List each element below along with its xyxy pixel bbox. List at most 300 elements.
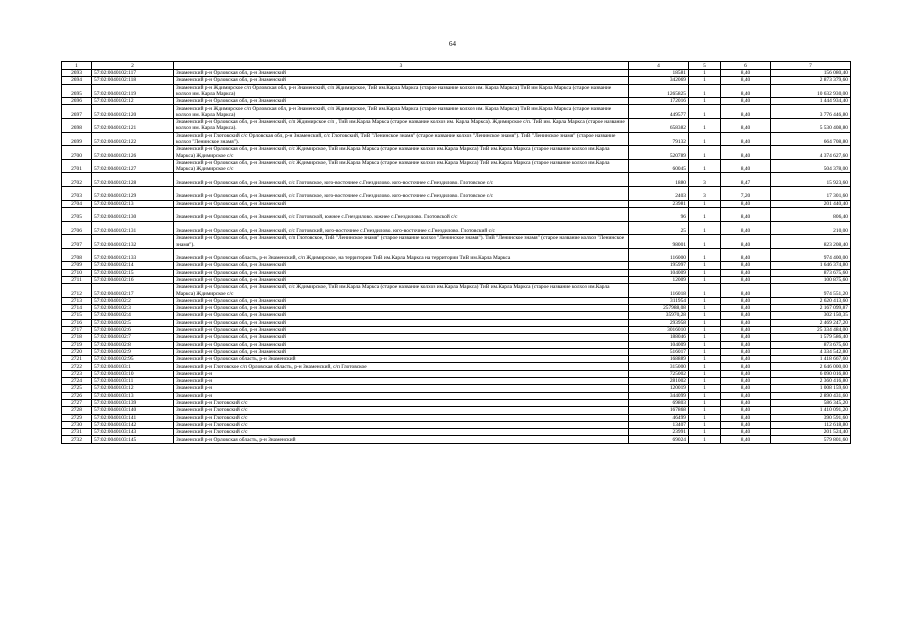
cell-address: Знаменский р-н Глотовский с/с [174,414,629,421]
cell-category: 1 [689,77,721,84]
cell-area: 2403 [629,187,689,201]
cell-area: 18581 [629,70,689,77]
cell-cadastral-number: 57:02:0040102:118 [92,77,174,84]
cell-address: Знаменский р-н Орловская обл, р-н Знаменский [174,305,629,312]
cell-cadastral-number: 57:02:0040103:141 [92,414,174,421]
cell-category: 1 [689,399,721,406]
cell-rate: 8,40 [721,105,771,119]
cell-value: 586 345,20 [771,399,851,406]
cell-rate: 8,40 [721,363,771,370]
cell-address: Знаменский р-н Глотовский с/с [174,399,629,406]
cell-rate: 8,40 [721,146,771,160]
cell-area: 69803 [629,399,689,406]
table-row [62,207,851,221]
table-row [62,200,851,207]
cell-area: 257988,08 [629,305,689,312]
cell-area: 23981 [629,200,689,207]
cell-row-number: 2699 [62,132,92,146]
table-row [62,370,851,377]
cell-address: Знаменский р-н Орловская обл, р-н Знаменский, с/с Глотовское, юго-восточнее с.Гнездилово. юго-восточнее с.Гнездилово. Глотовское с/с [174,173,629,187]
cell-rate: 8,40 [721,421,771,428]
cell-value: 210,00 [771,221,851,235]
cell-area: 516017 [629,348,689,355]
cell-row-number: 2708 [62,248,92,262]
cell-value: 25 334 484,00 [771,326,851,333]
cell-row-number: 2696 [62,98,92,105]
cell-category: 1 [689,421,721,428]
cell-address: Знаменский р-н Орловская обл, р-н Знаменский, с/п Ждимирское с/п , ТиВ им.Карла Маркса (старое название колхоз им. Карла Маркса). Ждимирское с/п. ТиВ им. Карла Маркса (старое название колхоз им. Карла Маркса). [174,119,629,133]
cell-cadastral-number: 57:02:0040102:16 [92,276,174,283]
cell-cadastral-number: 57:02:0040102:132 [92,235,174,249]
table-row [62,297,851,304]
cell-category: 1 [689,341,721,348]
cell-address: Знаменский р-н Орловская обл, р-н Знаменский, с/с Глотовской, южнее с.Гнездилово. южнее с.Гнездилово. Глотовской с/с [174,207,629,221]
cadastral-table [61,61,851,444]
page-number: 64 [449,40,456,48]
table-row [62,248,851,262]
cell-area: 188046 [629,334,689,341]
cell-cadastral-number: 57:02:0040102:122 [92,132,174,146]
cell-cadastral-number: 57:02:0040103:140 [92,407,174,414]
cell-rate: 8,40 [721,312,771,319]
cell-rate: 8,40 [721,276,771,283]
header-col-1: 1 [62,62,92,70]
cell-category: 1 [689,297,721,304]
cell-row-number: 2711 [62,276,92,283]
cell-cadastral-number: 57:02:0040103:1 [92,363,174,370]
cell-address: Знаменский р-н Глотовский с/с [174,421,629,428]
cell-address: Знаменский р-н Орловская обл, р-н Знаменский, с/с Глотовский, юго-восточнее с.Гнездилово. юго-восточнее с.Гнездилово. Глотовский с/с [174,221,629,235]
cell-row-number: 2718 [62,334,92,341]
table-row [62,146,851,160]
table-row [62,319,851,326]
cell-row-number: 2725 [62,385,92,392]
cell-rate: 8,40 [721,334,771,341]
table-row [62,98,851,105]
cell-rate: 8,40 [721,319,771,326]
cell-cadastral-number: 57:02:0040102:14 [92,262,174,269]
cell-cadastral-number: 57:02:0040102:8 [92,341,174,348]
cell-cadastral-number: 57:02:0040102:119 [92,84,174,98]
cell-category: 1 [689,84,721,98]
cell-cadastral-number: 57:02:0040102:133 [92,248,174,262]
cell-rate: 8,40 [721,119,771,133]
cell-row-number: 2723 [62,370,92,377]
header-col-6: 6 [721,62,771,70]
cell-address: Знаменский р-н Орловская область, р-н Знаменский [174,356,629,363]
cell-cadastral-number: 57:02:0040102:5 [92,319,174,326]
cell-rate: 8,40 [721,341,771,348]
cell-row-number: 2701 [62,159,92,173]
table-row [62,378,851,385]
cell-row-number: 2698 [62,119,92,133]
cell-cadastral-number: 57:02:0040102:3 [92,305,174,312]
cell-row-number: 2732 [62,436,92,443]
cell-category: 1 [689,305,721,312]
cell-rate: 8,40 [721,436,771,443]
cell-cadastral-number: 57:02:0040102:130 [92,207,174,221]
cell-category: 1 [689,221,721,235]
cell-row-number: 2722 [62,363,92,370]
table-row [62,276,851,283]
cell-cadastral-number: 57:02:0040102:15 [92,269,174,276]
cell-address: Знаменский р-н Орловская обл, р-н Знаменский, с/с Глотовское, юго-восточнее с.Гнездилово. юго-восточнее с.Гнездилово. Глотовское с/с [174,187,629,201]
cell-value: 1 008 159,60 [771,385,851,392]
cell-row-number: 2726 [62,392,92,399]
cell-area: 520789 [629,146,689,160]
cell-row-number: 2714 [62,305,92,312]
cell-category: 1 [689,262,721,269]
cell-category: 1 [689,334,721,341]
cell-area: 1880 [629,173,689,187]
header-row [62,62,851,70]
cell-cadastral-number: 57:02:0040102:120 [92,105,174,119]
header-col-3: 3 [174,62,629,70]
cell-row-number: 2703 [62,187,92,201]
cell-rate: 8,40 [721,159,771,173]
table-row [62,326,851,333]
cell-cadastral-number: 57:02:0040102:2 [92,297,174,304]
cell-cadastral-number: 57:02:0040103:12 [92,385,174,392]
cell-address: Знаменский р-н Орловская обл, р-н Знаменский, с/с Ждимирское, ТиВ им.Карла Маркса (старое название колхоз им.Карла Маркса) ТиВ им.Карла Маркса (старое название колхоз им.Карла Маркса) Ждимирское с/с [174,284,629,298]
cell-value: 1 418 667,60 [771,356,851,363]
cell-value: 201 524,40 [771,429,851,436]
cell-value: 504 378,00 [771,159,851,173]
cell-area: 116000 [629,248,689,262]
cell-rate: 8,40 [721,297,771,304]
cell-area: 449577 [629,105,689,119]
cell-row-number: 2709 [62,262,92,269]
cell-area: 315000 [629,363,689,370]
cell-rate: 8,40 [721,84,771,98]
cell-rate: 8,40 [721,348,771,355]
cell-row-number: 2712 [62,284,92,298]
cell-area: 168889 [629,356,689,363]
table-row [62,269,851,276]
cell-category: 1 [689,269,721,276]
cell-row-number: 2710 [62,269,92,276]
cell-rate: 8,40 [721,98,771,105]
cell-cadastral-number: 57:02:0040102:13 [92,200,174,207]
cell-value: 10 632 930,00 [771,84,851,98]
cell-rate: 8,40 [721,392,771,399]
cell-value: 2 873 379,60 [771,77,851,84]
cell-rate: 8,40 [721,262,771,269]
cell-area: 98001 [629,235,689,249]
table-row [62,235,851,249]
header-col-5: 5 [689,62,721,70]
cell-value: 302 150,35 [771,312,851,319]
table-row [62,312,851,319]
cell-area: 311954 [629,297,689,304]
cell-area: 60045 [629,159,689,173]
cell-value: 806,40 [771,207,851,221]
cell-address: Знаменский р-н Орловская обл, р-н Знаменский [174,341,629,348]
cell-value: 100 875,60 [771,276,851,283]
table-row [62,132,851,146]
cell-value: 112 618,80 [771,421,851,428]
table-row [62,334,851,341]
table-row [62,159,851,173]
cell-value: 2 360 416,80 [771,378,851,385]
table-row [62,436,851,443]
cell-category: 1 [689,159,721,173]
cell-cadastral-number: 57:02:0040103:11 [92,378,174,385]
cell-row-number: 2715 [62,312,92,319]
cell-row-number: 2694 [62,77,92,84]
cell-address: Знаменский р-н Орловская обл, р-н Знаменский [174,297,629,304]
cell-category: 1 [689,207,721,221]
cell-row-number: 2729 [62,414,92,421]
cell-rate: 8,40 [721,385,771,392]
cell-value: 17 301,60 [771,187,851,201]
cell-address: Знаменский р-н [174,392,629,399]
cell-area: 658382 [629,119,689,133]
cell-row-number: 2704 [62,200,92,207]
cell-row-number: 2705 [62,207,92,221]
table-row [62,305,851,312]
cell-address: Знаменский р-н Глотовский с/с [174,429,629,436]
table-row [62,84,851,98]
cell-row-number: 2716 [62,319,92,326]
table-row [62,77,851,84]
cell-rate: 8,40 [721,207,771,221]
cell-address: Знаменский р-н Орловская обл, р-н Знаменский [174,98,629,105]
cell-rate: 8,40 [721,132,771,146]
cell-value: 2 167 099,87 [771,305,851,312]
cell-area: 1265825 [629,84,689,98]
cell-area: 25 [629,221,689,235]
cell-rate: 8,40 [721,248,771,262]
cell-value: 390 591,60 [771,414,851,421]
cell-cadastral-number: 57:02:0040102:7 [92,334,174,341]
cell-category: 1 [689,235,721,249]
cell-rate: 8,40 [721,407,771,414]
cell-area: 344099 [629,392,689,399]
cell-area: 342069 [629,77,689,84]
cell-area: 281002 [629,378,689,385]
cell-area: 96 [629,207,689,221]
table-row [62,173,851,187]
cell-address: Знаменский р-н [174,378,629,385]
cell-row-number: 2724 [62,378,92,385]
cell-cadastral-number: 57:02:0040102:127 [92,159,174,173]
cell-category: 1 [689,414,721,421]
table-row [62,119,851,133]
cell-value: 1 646 374,80 [771,262,851,269]
cell-cadastral-number: 57:02:0040103:10 [92,370,174,377]
cell-address: Знаменский р-н Ждимирское с/п Орловская обл, р-н Знаменский, с/п Ждимирское, ТиВ им.Карла Маркса (старое название колхоз им. Карла Маркса) ТиВ им Карла Маркса (старое название колхоз им. Карла Маркса) [174,84,629,98]
cell-area: 293958 [629,319,689,326]
cell-rate: 8,40 [721,414,771,421]
cell-value: 4 334 542,80 [771,348,851,355]
table-row [62,429,851,436]
cell-rate: 8,40 [721,77,771,84]
cell-cadastral-number: 57:02:0040102:12 [92,98,174,105]
cell-row-number: 2697 [62,105,92,119]
cell-rate: 8,40 [721,70,771,77]
cell-rate: 8,40 [721,378,771,385]
cell-row-number: 2719 [62,341,92,348]
table-row [62,221,851,235]
cell-address: Знаменский р-н Глотовский с/с Орловская обл, р-н Знаменский, с/с Глотовский, ТиВ "Ленинское знамя" (старое название колхоз "Ленинское знамя"). ТиВ "Ленинское знамя" (старое название колхоз "Ленинское знамя"). [174,132,629,146]
cell-address: Знаменский р-н Орловская обл, р-н Знаменский [174,326,629,333]
cell-value: 1 444 934,40 [771,98,851,105]
cell-address: Знаменский р-н Орловская обл, р-н Знаменский [174,77,629,84]
table-row [62,392,851,399]
cell-category: 3 [689,173,721,187]
cell-row-number: 2700 [62,146,92,160]
cell-area: 35970,28 [629,312,689,319]
cell-category: 1 [689,378,721,385]
cell-category: 1 [689,348,721,355]
cell-area: 12009 [629,276,689,283]
table-row [62,262,851,269]
cell-rate: 8,40 [721,235,771,249]
cell-value: 3 776 446,80 [771,105,851,119]
cell-address: Знаменский р-н Орловская область, р-н Знаменский [174,436,629,443]
cell-rate: 8,40 [721,221,771,235]
cell-area: 104009 [629,269,689,276]
cell-cadastral-number: 57:02:0040102:121 [92,119,174,133]
cell-category: 1 [689,392,721,399]
cell-address: Знаменский р-н Орловская обл, р-н Знаменский, с/с Ждимирское, ТиВ им.Карла Маркса (старое название колхоз им.Карла Маркса) ТиВ им.Карла Маркса (старое название колхоз им.Карла Маркса) Ждимирское с/с [174,146,629,160]
cell-row-number: 2721 [62,356,92,363]
cell-row-number: 2730 [62,421,92,428]
cell-value: 2 646 000,00 [771,363,851,370]
cell-address: Знаменский р-н Орловская обл, р-н Знаменский [174,70,629,77]
cell-address: Знаменский р-н Глотовское с/п Орловская область, р-н Знаменский, с/п Глотовское [174,363,629,370]
cell-address: Знаменский р-н Орловская обл, р-н Знаменский, с/с Ждимирское, ТиВ им.Карла Маркса (старое название колхоз им.Карла Маркса) ТиВ им.Карла Маркса (старое название колхоз им.Карла Маркса) Ждимирское с/с [174,159,629,173]
cell-category: 1 [689,132,721,146]
cell-value: 1 579 586,40 [771,334,851,341]
cell-rate: 8,40 [721,370,771,377]
cell-address: Знаменский р-н Орловская обл, р-н Знаменский [174,200,629,207]
cell-address: Знаменский р-н Глотовский с/с [174,407,629,414]
cell-address: Знаменский р-н Орловская обл, р-н Знаменский [174,276,629,283]
cell-address: Знаменский р-н Орловская обл, р-н Знаменский [174,319,629,326]
cell-value: 201 440,40 [771,200,851,207]
cell-value: 1 410 091,20 [771,407,851,414]
cell-rate: 8,40 [721,200,771,207]
cell-cadastral-number: 57:02:0040102:129 [92,187,174,201]
cell-area: 195997 [629,262,689,269]
cell-cadastral-number: 57:02:0040103:139 [92,399,174,406]
cell-category: 1 [689,276,721,283]
cell-area: 3016010 [629,326,689,333]
cell-cadastral-number: 57:02:0040103:143 [92,429,174,436]
cell-value: 823 208,40 [771,235,851,249]
cell-row-number: 2728 [62,407,92,414]
cell-category: 1 [689,370,721,377]
cell-category: 1 [689,105,721,119]
cell-rate: 8,47 [721,173,771,187]
cell-category: 1 [689,200,721,207]
table-row [62,284,851,298]
cell-category: 1 [689,284,721,298]
cell-area: 116018 [629,284,689,298]
cell-rate: 8,40 [721,429,771,436]
cell-cadastral-number: 57:02:0040102:131 [92,221,174,235]
cell-address: Знаменский р-н [174,370,629,377]
cell-row-number: 2727 [62,399,92,406]
cell-address: Знаменский р-н Орловская обл, р-н Знаменский [174,262,629,269]
cell-cadastral-number: 57:02:0040102:128 [92,173,174,187]
cell-category: 1 [689,319,721,326]
cell-category: 3 [689,187,721,201]
cell-category: 1 [689,436,721,443]
table-row [62,363,851,370]
cell-value: 2 620 413,60 [771,297,851,304]
cell-row-number: 2695 [62,84,92,98]
cell-category: 1 [689,385,721,392]
cell-value: 873 675,60 [771,269,851,276]
cell-area: 69024 [629,436,689,443]
cell-area: 725002 [629,370,689,377]
table-row [62,414,851,421]
cell-area: 13407 [629,421,689,428]
cell-category: 1 [689,119,721,133]
cell-category: 1 [689,356,721,363]
cell-area: 167868 [629,407,689,414]
cell-area: 79132 [629,132,689,146]
cell-rate: 7,20 [721,187,771,201]
cell-address: Знаменский р-н Орловская обл, р-н Знаменский, с/п Глотовское, ТиВ "Ленинское знамя" (старое название колхоз "Ленинское знамя"). ТиВ "Ленинское знамя" (старое название колхоз "Ленинское знамя"). [174,235,629,249]
cell-row-number: 2720 [62,348,92,355]
table-row [62,421,851,428]
cell-category: 1 [689,248,721,262]
cell-value: 15 923,60 [771,173,851,187]
cell-address: Знаменский р-н Орловская обл, р-н Знаменский [174,334,629,341]
table-row [62,407,851,414]
cell-address: Знаменский р-н Орловская обл, р-н Знаменский [174,348,629,355]
cell-address: Знаменский р-н [174,385,629,392]
cell-category: 1 [689,98,721,105]
cell-rate: 8,40 [721,399,771,406]
table-row [62,399,851,406]
cell-category: 1 [689,146,721,160]
cell-value: 664 708,80 [771,132,851,146]
cell-value: 2 469 247,20 [771,319,851,326]
cell-cadastral-number: 57:02:0040102:95 [92,356,174,363]
table-row [62,70,851,77]
cell-cadastral-number: 57:02:0040103:145 [92,436,174,443]
cell-value: 974 400,00 [771,248,851,262]
cell-rate: 8,40 [721,305,771,312]
table-row [62,348,851,355]
cell-value: 6 090 016,80 [771,370,851,377]
cell-cadastral-number: 57:02:0040102:126 [92,146,174,160]
cell-value: 974 551,20 [771,284,851,298]
cell-value: 579 801,60 [771,436,851,443]
cell-category: 1 [689,70,721,77]
cell-rate: 8,40 [721,326,771,333]
cell-area: 120019 [629,385,689,392]
cell-row-number: 2702 [62,173,92,187]
cell-value: 156 080,40 [771,70,851,77]
cell-row-number: 2713 [62,297,92,304]
table-row [62,356,851,363]
cell-category: 1 [689,407,721,414]
table-row [62,341,851,348]
cell-row-number: 2731 [62,429,92,436]
cell-value: 4 374 627,60 [771,146,851,160]
cell-category: 1 [689,326,721,333]
header-col-7: 7 [771,62,851,70]
cell-cadastral-number: 57:02:0040103:13 [92,392,174,399]
cell-address: Знаменский р-н Орловская область, р-н Знаменский, с/п Ждимирское, на территории ТиВ им.Карла Маркса на территории ТиВ им.Карла Маркса [174,248,629,262]
cell-value: 873 675,60 [771,341,851,348]
